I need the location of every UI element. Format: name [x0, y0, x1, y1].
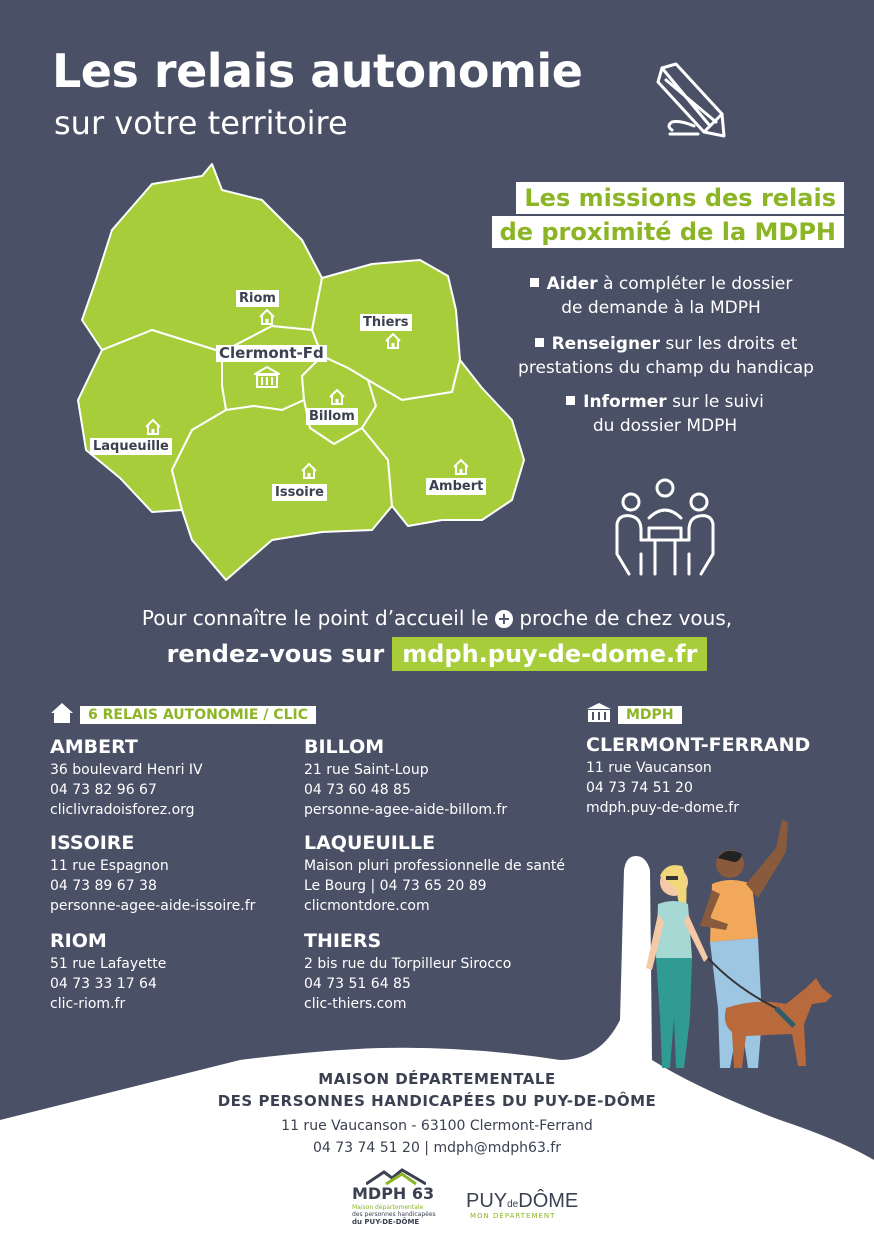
map-label-billom: Billom — [306, 408, 358, 425]
info-text: Pour connaître le point d’accueil le + proche de chez vous, — [141, 606, 733, 630]
relais-heading: 6 RELAIS AUTONOMIE / CLIC — [50, 702, 316, 724]
map-region-riom — [82, 164, 322, 352]
house-icon — [144, 418, 162, 436]
mission-item: Renseigner sur les droits et prestations du champ du handicap — [518, 334, 814, 378]
house-icon — [50, 702, 74, 724]
relais-entry-thiers: THIERS 2 bis rue du Torpilleur Sirocco 04 73 51 64 85 clic-thiers.com — [304, 930, 512, 1012]
relais-entry-ambert: AMBERT 36 boulevard Henri IV 04 73 82 96 67 cliclivradoisforez.org — [50, 736, 203, 818]
page-subtitle: sur votre territoire — [54, 104, 348, 142]
map-label-ambert: Ambert — [426, 478, 486, 495]
puy-de-dome-logo: PUYdeDÔME MON DÉPARTEMENT — [466, 1190, 579, 1220]
footer-org-line1: MAISON DÉPARTEMENTALE — [318, 1070, 556, 1088]
bullet-square — [535, 338, 544, 347]
bullet-square — [530, 278, 539, 287]
relais-entry-billom: BILLOM 21 rue Saint-Loup 04 73 60 48 85 personne-agee-aide-billom.fr — [304, 736, 508, 818]
relais-entry-issoire: ISSOIRE 11 rue Espagnon 04 73 89 67 38 personne-agee-aide-issoire.fr — [50, 832, 256, 914]
pencil-icon — [650, 60, 730, 140]
footer-contact[interactable]: 04 73 74 51 20 | mdph@mdph63.fr — [312, 1140, 561, 1156]
missions-title-line1: Les missions des relais — [516, 182, 844, 214]
mdph-entry: CLERMONT-FERRAND 11 rue Vaucanson 04 73 74 51 20 mdph.puy-de-dome.fr — [586, 734, 811, 816]
map-label-clermont: Clermont-Fd — [216, 345, 327, 362]
mdph-heading: MDPH — [586, 702, 682, 724]
people-with-dog-illustration — [626, 818, 836, 1078]
building-icon — [586, 702, 612, 724]
house-icon — [258, 308, 276, 326]
mdph63-logo: MDPH 63 Maison départementale des personnes handicapées du PUY-DE-DÔME — [346, 1168, 446, 1232]
cta-line: rendez-vous sur mdph.puy-de-dome.fr — [0, 640, 874, 668]
website-link[interactable]: mdph.puy-de-dome.fr — [586, 800, 739, 816]
website-link[interactable]: personne-agee-aide-issoire.fr — [50, 898, 256, 914]
building-icon — [254, 366, 280, 390]
website-link[interactable]: cliclivradoisforez.org — [50, 802, 195, 818]
footer-org-line2: DES PERSONNES HANDICAPÉES DU PUY-DE-DÔME — [217, 1092, 657, 1110]
meeting-icon — [615, 478, 715, 578]
mission-item: Aider à compléter le dossier de demande à la MDPH — [496, 272, 826, 320]
missions-title — [488, 182, 844, 250]
bullet-square — [566, 396, 575, 405]
footer-address: 11 rue Vaucanson - 63100 Clermont-Ferrand — [281, 1118, 593, 1134]
house-icon — [452, 458, 470, 476]
map-label-thiers: Thiers — [360, 314, 412, 331]
website-link[interactable]: clic-thiers.com — [304, 996, 407, 1012]
house-icon — [300, 462, 318, 480]
missions-title-line2: de proximité de la MDPH — [492, 216, 844, 248]
house-icon — [328, 388, 346, 406]
website-link[interactable]: clicmontdore.com — [304, 898, 430, 914]
map-label-issoire: Issoire — [272, 484, 327, 501]
mission-item: Informer sur le suivi du dossier MDPH — [500, 390, 830, 438]
relais-entry-laqueuille: LAQUEUILLE Maison pluri professionnelle de santé Le Bourg | 04 73 65 20 89 clicmontdore.com — [304, 832, 565, 914]
plus-icon: + — [495, 610, 513, 628]
relais-entry-riom: RIOM 51 rue Lafayette 04 73 33 17 64 clic-riom.fr — [50, 930, 167, 1012]
website-link[interactable]: clic-riom.fr — [50, 996, 126, 1012]
map-label-riom: Riom — [236, 290, 279, 307]
website-link[interactable]: mdph.puy-de-dome.fr — [392, 637, 707, 671]
map-label-laqueuille: Laqueuille — [90, 438, 172, 455]
house-icon — [384, 332, 402, 350]
department-map — [72, 160, 532, 584]
page-title: Les relais autonomie — [52, 44, 583, 98]
website-link[interactable]: personne-agee-aide-billom.fr — [304, 802, 508, 818]
